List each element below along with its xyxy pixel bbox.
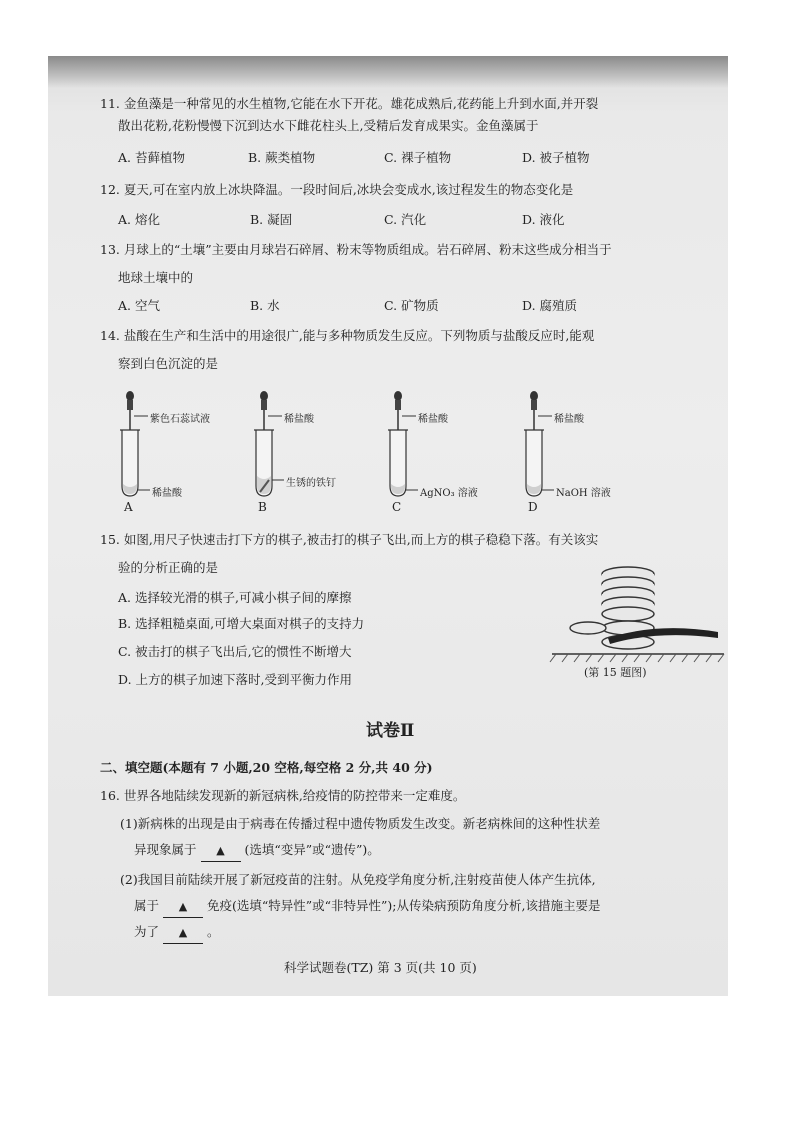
q11-option-d: D. 被子植物	[522, 150, 590, 165]
answer-marker-icon: ▲	[216, 844, 225, 857]
tube-c-top-label: 稀盐酸	[418, 414, 448, 425]
q14-line1: 14. 盐酸在生产和生活中的用途很广,能与多种物质发生反应。下列物质与盐酸反应时,能观	[100, 328, 595, 343]
tube-a-letter: A	[124, 500, 133, 514]
test-tube-c	[378, 386, 528, 516]
q16-blank-1	[201, 840, 241, 862]
tube-d-bottom-label: NaOH 溶液	[556, 488, 611, 499]
tube-b-top-label: 稀盐酸	[284, 414, 314, 425]
q16-part2-text-a: 属于	[134, 898, 160, 913]
tube-c-bottom-label: AgNO₃ 溶液	[420, 488, 478, 499]
tube-b-letter: B	[258, 500, 267, 514]
q16-part2-text-c: 为了	[134, 924, 160, 939]
q16-line1: 16. 世界各地陆续发现新的新冠病株,给疫情的防控带来一定难度。	[100, 788, 466, 803]
q16-part1-line1: (1)新病株的出现是由于病毒在传播过程中遗传物质发生改变。新老病株间的这种性状差	[120, 816, 601, 831]
q13-option-a: A. 空气	[118, 298, 160, 313]
q16-part1-line2	[134, 840, 380, 862]
q12-options	[118, 210, 678, 230]
q11-line2: 散出花粉,花粉慢慢下沉到达水下雌花柱头上,受精后发育成果实。金鱼藻属于	[118, 118, 539, 133]
tube-a-bottom-label: 稀盐酸	[152, 488, 182, 499]
q15-line2: 验的分析正确的是	[118, 560, 219, 575]
q16-part1-text-b: (选填“变异”或“遗传”)。	[244, 842, 380, 857]
q11-option-b: B. 蕨类植物	[248, 150, 316, 165]
q12-option-b: B. 凝固	[250, 212, 293, 227]
q15-option-c: C. 被击打的棋子飞出后,它的惯性不断增大	[118, 644, 352, 659]
checker-stack-drawing	[548, 552, 728, 672]
q12-option-c: C. 汽化	[384, 212, 427, 227]
q13-option-d: D. 腐殖质	[522, 298, 578, 313]
q13-line1: 13. 月球上的“土壤”主要由月球岩石碎屑、粉末等物质组成。岩石碎屑、粉末这些成分相当于	[100, 242, 612, 257]
q16-part2-line3: 为了 ▲ 。	[134, 922, 220, 944]
test-tube-d	[514, 386, 664, 516]
tube-d-top-label: 稀盐酸	[554, 414, 584, 425]
q15-figure	[548, 552, 728, 692]
exam-page	[48, 56, 728, 996]
q15-figure-caption: (第 15 题图)	[584, 666, 647, 679]
tube-b-drawing	[244, 386, 394, 516]
q11-line1: 11. 金鱼藻是一种常见的水生植物,它能在水下开花。雄花成熟后,花药能上升到水面,并开裂	[100, 96, 599, 111]
section-heading: 二、填空题(本题有 7 小题,20 空格,每空格 2 分,共 40 分)	[100, 760, 433, 775]
test-tube-a	[110, 386, 260, 516]
page-footer: 科学试题卷(TZ) 第 3 页(共 10 页)	[284, 960, 477, 975]
q13-option-c: C. 矿物质	[384, 298, 439, 313]
tube-c-letter: C	[392, 500, 402, 514]
test-tube-b	[244, 386, 394, 516]
tube-a-top-label: 紫色石蕊试液	[150, 414, 210, 425]
q16-part1-text-a: 异现象属于	[134, 842, 197, 857]
section-title: 试卷Ⅱ	[366, 721, 415, 741]
q16-blank-2	[163, 896, 203, 918]
q16-part2-line1: (2)我国目前陆续开展了新冠疫苗的注射。从免疫学角度分析,注射疫苗使人体产生抗体,	[120, 872, 596, 887]
q13-options	[118, 296, 678, 316]
q15-option-d: D. 上方的棋子加速下落时,受到平衡力作用	[118, 672, 352, 687]
q11-options	[118, 148, 678, 168]
q11-option-a: A. 苔藓植物	[118, 150, 185, 165]
q15-line1: 15. 如图,用尺子快速击打下方的棋子,被击打的棋子飞出,而上方的棋子稳稳下落。有关该实	[100, 532, 599, 547]
q16-part2-text-b: 免疫(选填“特异性”或“非特异性”);从传染病预防角度分析,该措施主要是	[206, 898, 601, 913]
tube-b-bottom-label: 生锈的铁钉	[286, 478, 336, 489]
q12-option-d: D. 液化	[522, 212, 565, 227]
tube-d-letter: D	[528, 500, 538, 514]
q16-blank-3	[163, 922, 203, 944]
q16-part2-line2	[134, 896, 601, 918]
q15-option-a: A. 选择较光滑的棋子,可减小棋子间的摩擦	[118, 590, 352, 605]
q15-option-b: B. 选择粗糙桌面,可增大桌面对棋子的支持力	[118, 616, 365, 631]
q13-option-b: B. 水	[250, 298, 280, 313]
answer-marker-icon: ▲	[178, 926, 188, 939]
q12-line1: 12. 夏天,可在室内放上冰块降温。一段时间后,冰块会变成水,该过程发生的物态变化是	[100, 182, 574, 197]
q14-line2: 察到白色沉淀的是	[118, 356, 219, 371]
q13-line2: 地球土壤中的	[118, 270, 194, 285]
q11-option-c: C. 裸子植物	[384, 150, 452, 165]
answer-marker-icon: ▲	[178, 900, 188, 913]
tube-a-drawing	[110, 386, 260, 516]
q12-option-a: A. 熔化	[118, 212, 160, 227]
